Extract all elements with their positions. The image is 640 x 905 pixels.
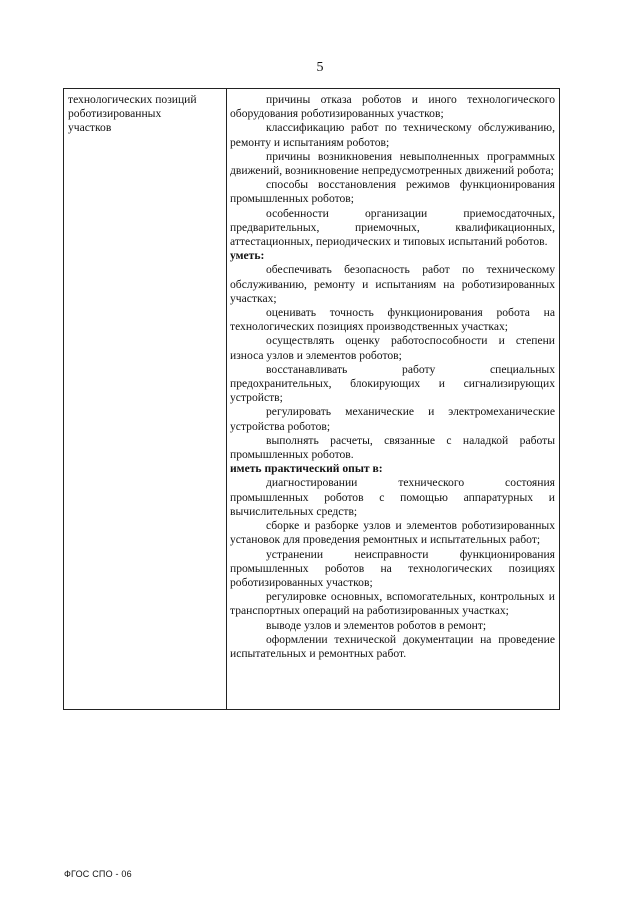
skills-item: восстанавливать работу специальных предохранительных, блокирующих и сигнализирующих устройств; <box>230 362 555 405</box>
skills-heading: уметь: <box>230 249 265 263</box>
column-divider <box>226 89 227 709</box>
skills-item: выполнять расчеты, связанные с наладкой работы промышленных роботов. <box>230 433 555 462</box>
know-item: причины возникновения невыполненных программных движений, возникновение непредусмотренных движений робота; <box>230 149 555 178</box>
experience-item: регулировке основных, вспомогательных, контрольных и транспортных операций на работизированных участках; <box>230 590 555 618</box>
skills-item: регулировать механические и электромеханические устройства роботов; <box>230 405 555 433</box>
competency-table <box>63 88 560 710</box>
experience-item: устранении неисправности функционирования промышленных роботов на технологических позициях роботизированных участков; <box>230 547 555 589</box>
skills-item: оценивать точность функционирования робота на технологических позициях производственных участках; <box>230 306 555 334</box>
left-column-line: технологических позиций <box>68 93 197 106</box>
know-item: способы восстановления режимов функционирования промышленных роботов; <box>230 178 555 206</box>
experience-item: оформлении технической документации на проведение испытательных и ремонтных работ. <box>230 632 555 660</box>
experience-item: диагностировании технического состояния промышленных роботов с помощью аппаратурных и вычислительных средств; <box>230 476 555 518</box>
know-item: особенности организации приемосдаточных, предварительных, приемочных, квалификационных, аттестационных, периодических и типовых испытаний роботов. <box>230 206 555 249</box>
left-column-line: роботизированных <box>68 107 162 121</box>
page-number: 5 <box>316 60 324 75</box>
experience-item: выводе узлов и элементов роботов в ремонт; <box>266 618 487 632</box>
left-column <box>68 93 222 136</box>
skills-item: обеспечивать безопасность работ по техническому обслуживанию, ремонту и испытаниям на роботизированных участках; <box>230 263 555 305</box>
left-column-line: участков <box>68 121 112 135</box>
experience-heading: иметь практический опыт в: <box>230 462 383 476</box>
know-item: причины отказа роботов и иного технологического оборудования роботизированных участков; <box>230 93 555 121</box>
skills-item: осуществлять оценку работоспособности и степени износа узлов и элементов роботов; <box>230 334 555 362</box>
know-item: классификацию работ по техническому обслуживанию, ремонту и испытаниям роботов; <box>230 121 555 149</box>
experience-item: сборке и разборке узлов и элементов роботизированных установок для проведения ремонтных и испытательных работ; <box>230 519 555 547</box>
document-footer: ФГОС СПО - 06 <box>64 869 132 879</box>
right-column <box>230 93 555 661</box>
